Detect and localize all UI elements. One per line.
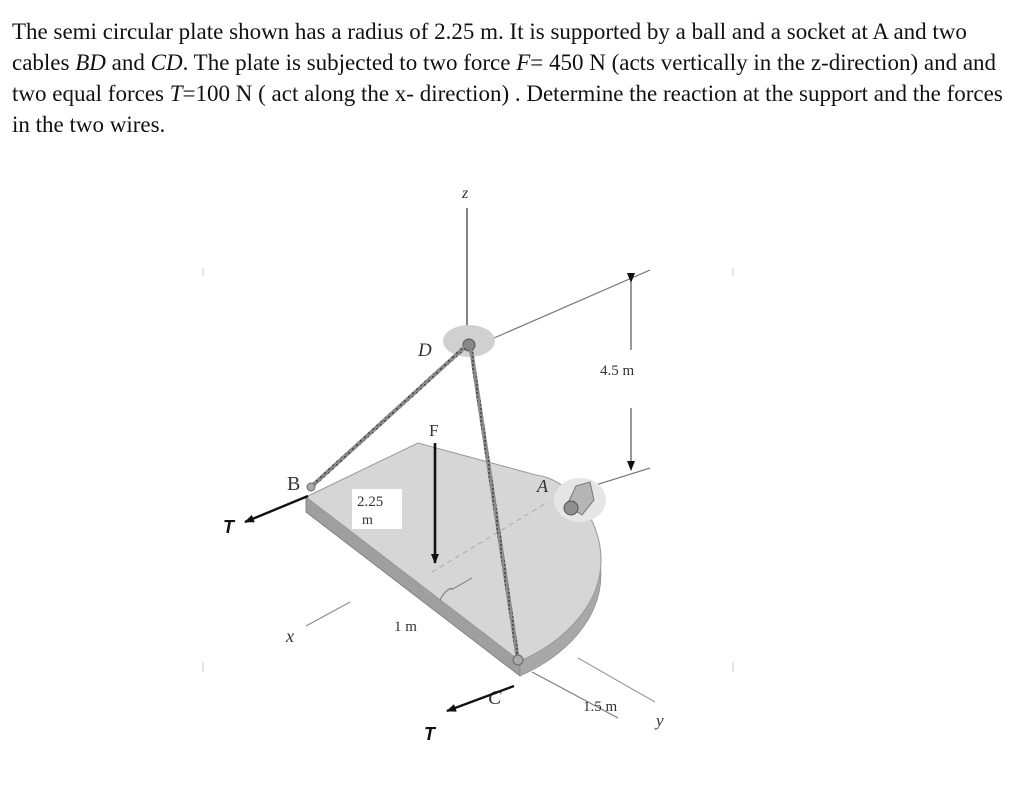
- force-f-label: F: [429, 421, 439, 440]
- problem-text-1: The semi circular plate shown has a radius of 2.25 m. It is supported by a ball and a socket at A and two cables: [12, 19, 967, 75]
- problem-text-4: = 450 N (acts vertically in the z-direction) and and two equal forces: [12, 50, 997, 106]
- problem-text-2: and: [105, 50, 151, 75]
- dim-radius-value: 2.25: [357, 494, 384, 510]
- cable-cd-name: CD: [150, 50, 183, 75]
- problem-text-3: . The plate is subjected to two force: [182, 50, 517, 75]
- dim-one-five-label: 1.5 m: [583, 699, 618, 715]
- plate-top-surface: [306, 443, 601, 661]
- x-axis: [306, 602, 350, 626]
- force-t-left-label: T: [223, 517, 234, 537]
- point-b-label: B: [287, 473, 301, 495]
- force-f-symbol: F: [516, 50, 531, 75]
- x-axis-label: x: [286, 626, 294, 646]
- dim-radius-unit: m: [362, 513, 373, 528]
- z-axis-label: z: [462, 185, 469, 202]
- wall-edge: [478, 270, 650, 345]
- force-t-bottom-label: T: [424, 724, 435, 744]
- point-d-label: D: [418, 340, 432, 361]
- dim-one-label: 1 m: [394, 619, 417, 635]
- problem-text-5: =100 N ( act along the x- direction) . Determine the reaction at the support and the forces in the two wires.: [12, 81, 1003, 137]
- ball-joint: [564, 501, 578, 515]
- y-axis-lower: [578, 658, 655, 702]
- point-c-ring: [513, 655, 523, 665]
- point-b-ring: [307, 483, 315, 491]
- cable-bd-name: BD: [75, 50, 106, 75]
- force-t-symbol: T: [169, 81, 183, 106]
- force-t-bottom-arrow: [447, 686, 514, 711]
- point-a-label: A: [537, 476, 548, 496]
- point-c-label: C: [488, 687, 502, 709]
- y-axis-label: y: [656, 711, 664, 730]
- force-t-left-arrow: [245, 496, 308, 522]
- dim-height-label: 4.5 m: [600, 363, 635, 379]
